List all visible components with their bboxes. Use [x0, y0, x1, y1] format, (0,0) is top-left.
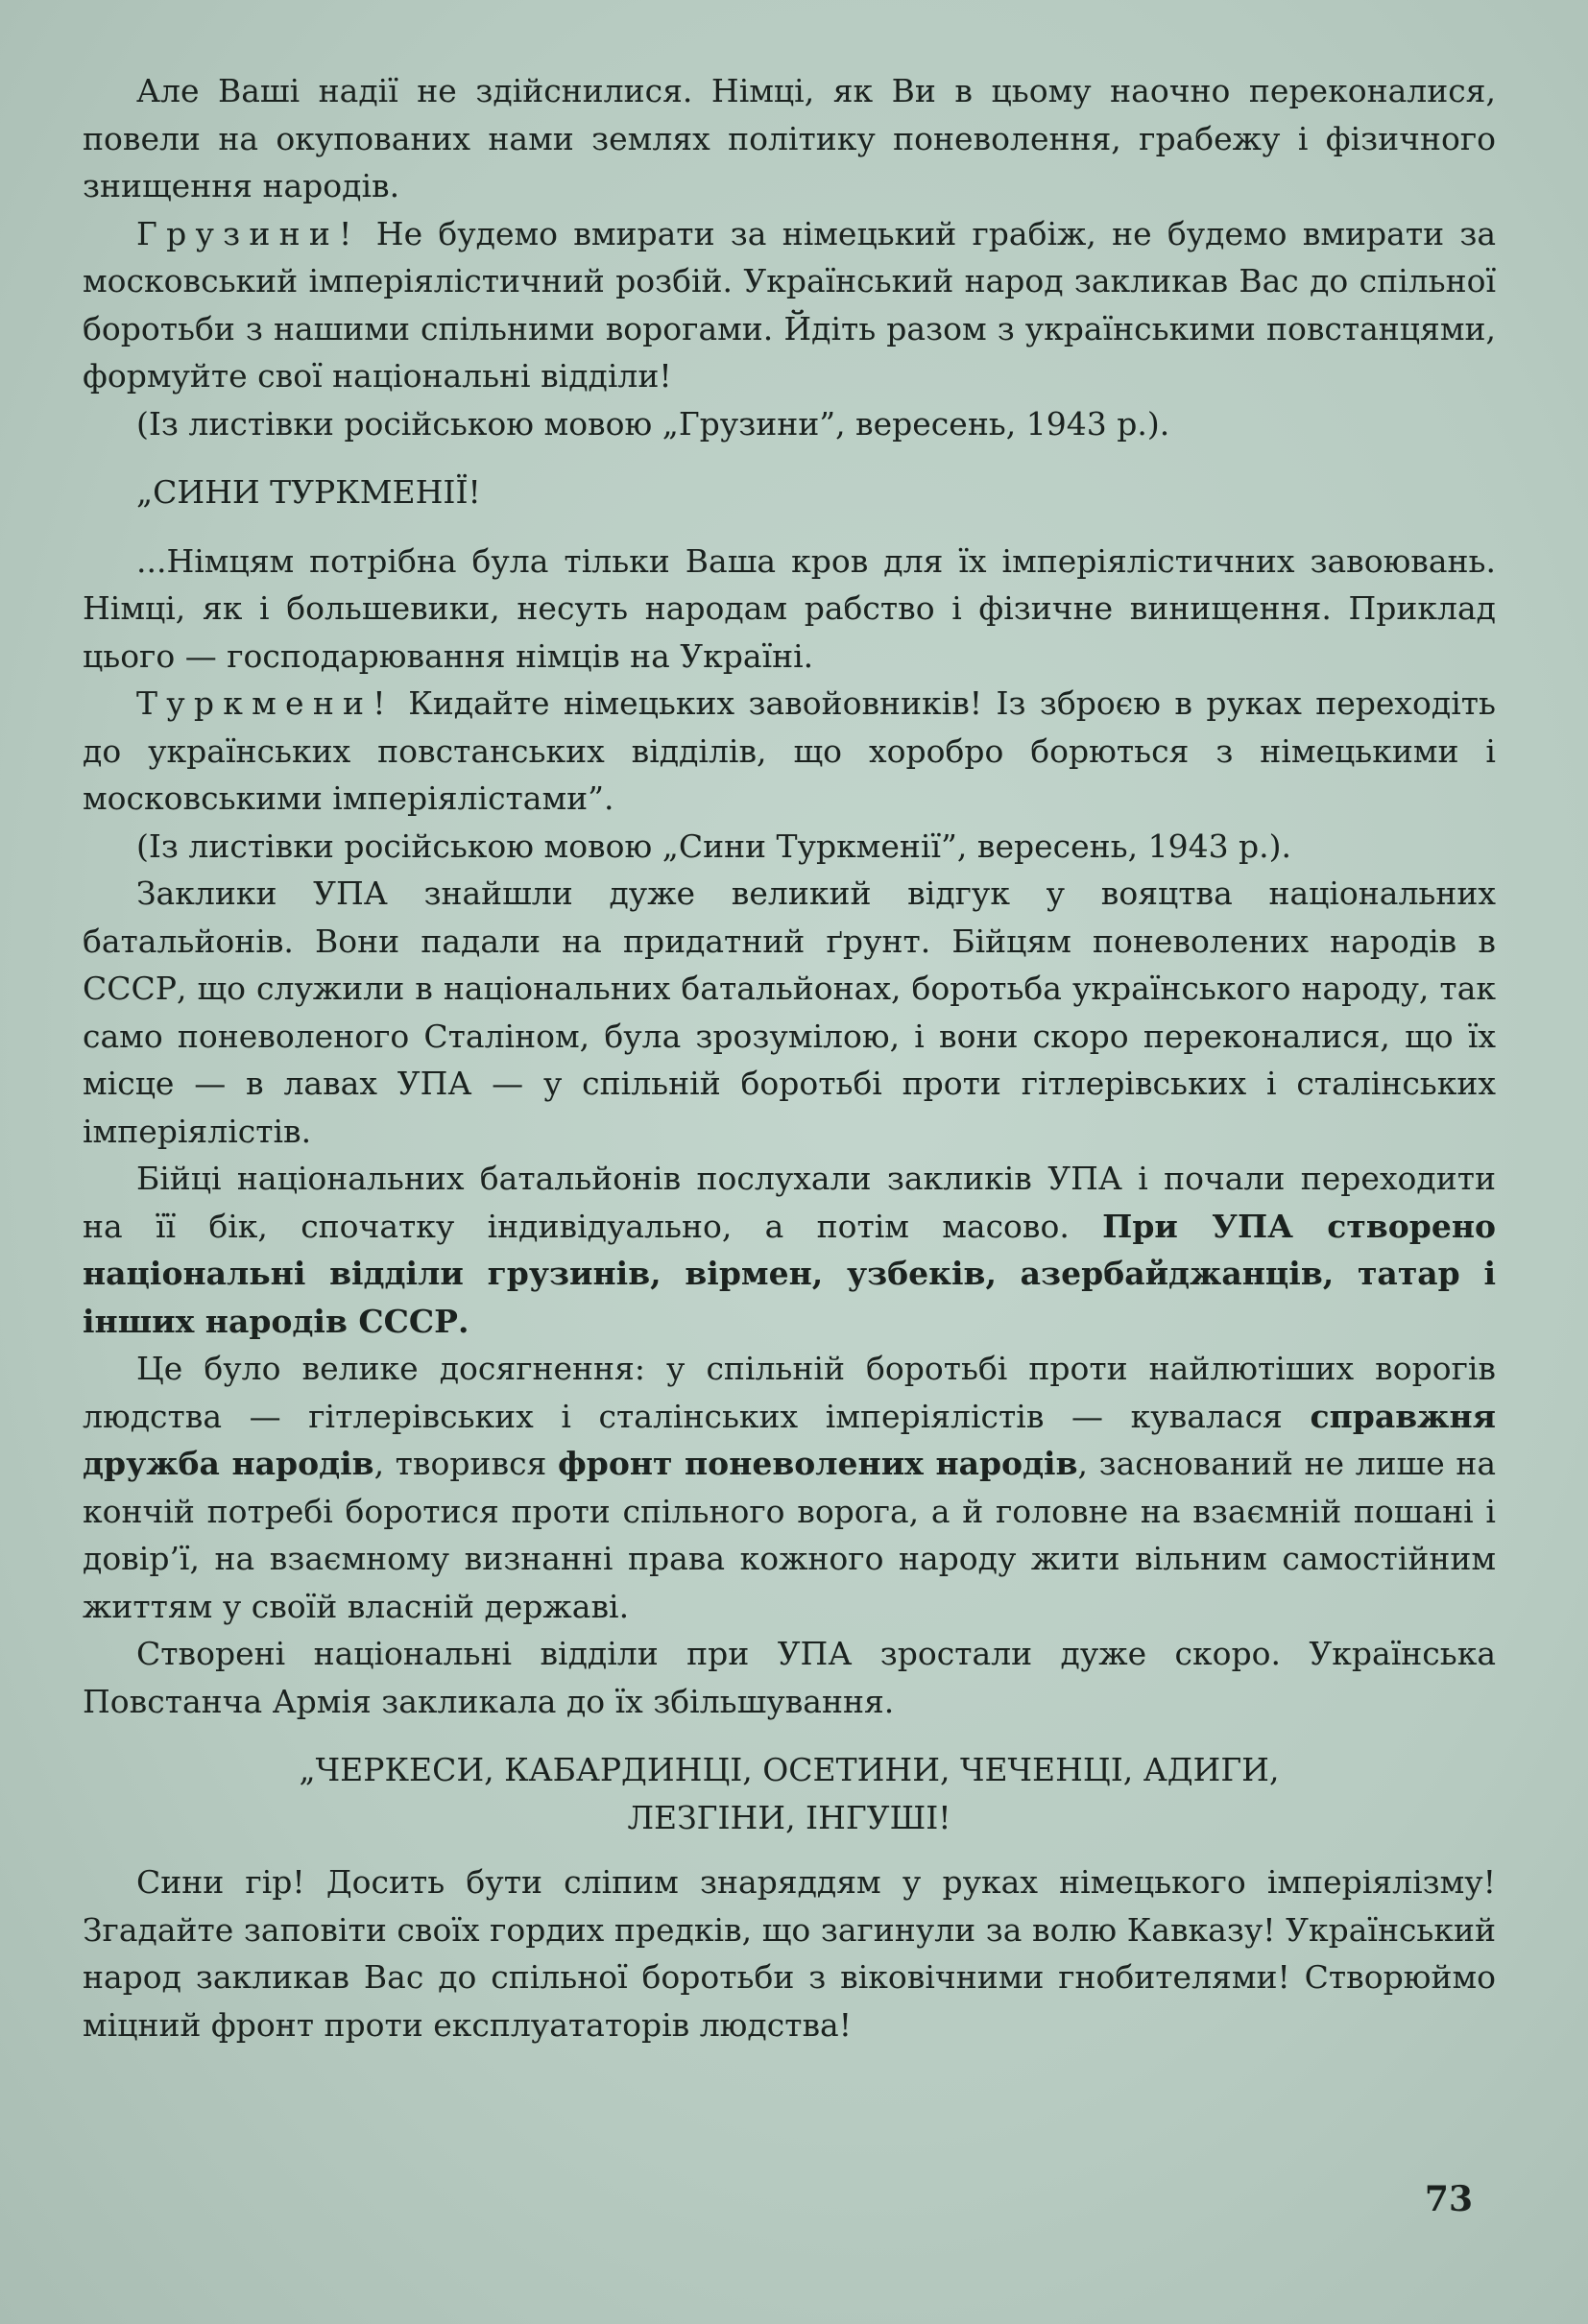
paragraph-turkmens-text: Кидайте німецьких завойовників! Із зброєю в руках переходіть до українських повстанських відділів, що хоробро борються з німецькими і московськими імперіялістами”.: [83, 684, 1496, 817]
paragraph-sons-of-mountains: Сини гір! Досить бути сліпим знаряддям у руках німецького імперіялізму! Згадайте заповіти своїх гордих предків, що загинули за волю Кавказу! Український народ закликав Вас до спільної боротьби з віковічними гнобителями! Створюймо міцний фронт проти експлуататорів людства!: [83, 1863, 1496, 2044]
paragraph-national-battalions: [83, 1155, 1496, 1345]
spaced-word-georgians: Грузини!: [136, 214, 361, 252]
heading-caucasus-peoples: [83, 1746, 1496, 1841]
achievement-text-start: Це було велике досягнення: у спільній боротьбі проти найлютіших ворогів людства — гітлерівських і сталінських імперіялістів — кувалася: [83, 1350, 1496, 1435]
paragraph-upa-appeals-response: Заклики УПА знайшли дуже великий відгук у вояцтва національних батальйонів. Вони падали на придатний ґрунт. Бійцям поневолених народів в СССР, що служили в національних батальйонах, боротьба українського народу, так само поневоленого Сталіном, була зрозумілою, і вони скоро переконалися, що їх місце — в лавах УПА — у спільній боротьбі проти гітлерівських і сталінських імперіялістів.: [83, 874, 1496, 1150]
paragraph-germans-need-blood: ...Німцям потрібна була тільки Ваша кров для їх імперіялістичних завоювань. Німці, як і большевики, несуть народам рабство і фізичне винищення. Приклад цього — господарювання німців на Україні.: [83, 541, 1496, 675]
paragraph-georgians-appeal: [83, 210, 1496, 400]
paragraph-turkmens-appeal: [83, 680, 1496, 823]
paragraph-great-achievement: [83, 1345, 1496, 1630]
bold-friendship-of-peoples: справжня дружба народів: [83, 1397, 1496, 1482]
bold-national-units: При УПА створено національні відділи грузинів, вірмен, узбеків, азербайджанців, татар і інших народів СССР.: [83, 1207, 1496, 1340]
bold-front-of-enslaved-peoples: фронт поневолених народів: [557, 1445, 1078, 1482]
achievement-text-mid: , творився: [373, 1445, 558, 1482]
heading-caucasus-line-1: „ЧЕРКЕСИ, КАБАРДИНЦІ, ОСЕТИНИ, ЧЕЧЕНЦІ, АДИГИ,: [299, 1751, 1280, 1788]
paragraph-units-grew: Створені національні відділи при УПА зростали дуже скоро. Українська Повстанча Армія закликала до їх збільшування.: [83, 1635, 1496, 1720]
paragraph-hopes-failed: Але Ваші надії не здійснилися. Німці, як Ви в цьому наочно переконалися, повели на окупованих нами землях політику поневолення, грабежу і фізичного знищення народів.: [83, 72, 1496, 204]
citation-georgians-leaflet: (Із листівки російською мовою „Грузини”, вересень, 1943 р.).: [136, 404, 1170, 443]
page-number: 73: [1424, 2179, 1473, 2219]
heading-sons-of-turkmenistan: „СИНИ ТУРКМЕНІЇ!: [136, 473, 481, 511]
heading-caucasus-line-2: ЛЕЗГІНИ, ІНГУШІ!: [627, 1798, 951, 1836]
citation-turkmens-leaflet: (Із листівки російською мовою „Сини Туркменії”, вересень, 1943 р.).: [136, 827, 1292, 865]
paragraph-georgians-text: Не будемо вмирати за німецький грабіж, не будемо вмирати за московський імперіялістичний розбій. Український народ закликав Вас до спільної боротьби з нашими спільними ворогами. Йдіть разом з українськими повстанцями, формуйте свої національні відділи!: [83, 214, 1496, 395]
achievement-text-end: , заснований не лише на кончій потребі боротися проти спільного ворога, а й головне на взаємній пошані і довір’ї, на взаємному визнанні права кожного народу жити вільним самостійним життям у своїй власній державі.: [83, 1445, 1497, 1625]
paragraph-battalions-text: Бійці національних батальйонів послухали закликів УПА і почали переходити на її бік, спочатку індивідуально, а потім масово.: [83, 1160, 1496, 1245]
spaced-word-turkmens: Туркмени!: [136, 684, 395, 722]
